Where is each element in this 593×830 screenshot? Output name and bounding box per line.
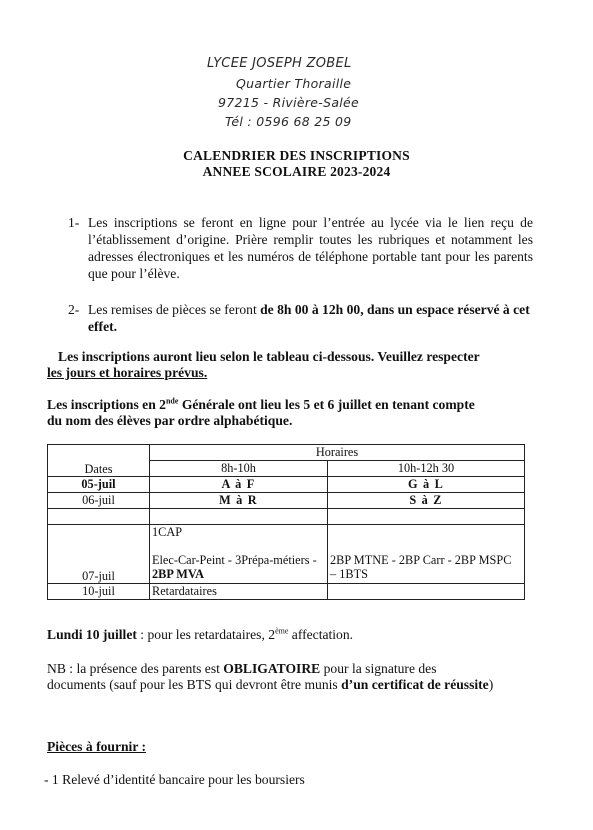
lundi-line: Lundi 10 juillet : pour les retardataires, 2ème affectation. — [47, 626, 354, 642]
slot2-cell: 2BP MTNE - 2BP Carr - 2BP MSPC – 1BTS — [328, 525, 525, 584]
pieces-heading: Pièces à fournir : — [47, 739, 147, 754]
seconde-line2: du nom des élèves par ordre alphabétique. — [47, 413, 293, 428]
table-row — [48, 525, 525, 584]
slot1-cell: Retardataires — [150, 584, 328, 600]
date-cell: 07-juil — [48, 525, 150, 584]
dates-header: Dates — [84, 462, 113, 476]
table-row-empty — [48, 509, 525, 525]
table-row — [48, 584, 525, 600]
slot2-cell: G à L — [328, 477, 525, 493]
slot1-cell: 1CAP Elec-Car-Peint - 3Prépa-métiers - 2BP MVA — [150, 525, 328, 584]
school-name: LYCEE JOSEPH ZOBEL — [207, 56, 352, 71]
horaires-header: Horaires — [150, 445, 525, 461]
item-1-text: Les inscriptions se feront en ligne pour l’entrée au lycée via le lien reçu de l’établissement d’origine. Prière remplir toutes les rubriques et notamment les adresses électroniques et les numéros de téléphone portable tant pour les parents que pour l’élève. — [88, 215, 533, 281]
school-city: 97215 - Rivière-Salée — [218, 95, 360, 110]
list-item: - 1 Relevé d’identité bancaire pour les boursiers — [44, 772, 305, 787]
school-phone: Tél : 0596 68 25 09 — [225, 114, 352, 129]
school-district: Quartier Thoraille — [236, 76, 352, 91]
slot1-cell: A à F — [150, 477, 328, 493]
item-2-text: Les remises de pièces se feront de 8h 00 à 12h 00, dans un espace réservé à cet effet. — [88, 302, 530, 334]
item-2-number: 2- — [68, 302, 80, 317]
schedule-table — [47, 444, 525, 600]
seconde-line1: Les inscriptions en 2nde Générale ont lieu les 5 et 6 juillet en tenant compte — [47, 396, 475, 412]
slot2-header: 10h-12h 30 — [328, 461, 525, 477]
date-cell: 05-juil — [48, 477, 150, 493]
table-row — [48, 493, 525, 509]
slot1-header: 8h-10h — [150, 461, 328, 477]
notice-line2: les jours et horaires prévus. — [47, 365, 208, 380]
slot1-cell: M à R — [150, 493, 328, 509]
nb-line2: documents (sauf pour les BTS qui devront être munis d’un certificat de réussite) — [47, 677, 494, 692]
date-cell: 06-juil — [48, 493, 150, 509]
slot2-cell: S à Z — [328, 493, 525, 509]
notice-line1: Les inscriptions auront lieu selon le tableau ci-dessous. Veuillez respecter — [58, 349, 480, 364]
page-subtitle: ANNEE SCOLAIRE 2023-2024 — [202, 164, 391, 179]
date-cell: 10-juil — [48, 584, 150, 600]
table-row — [48, 445, 525, 461]
page-title: CALENDRIER DES INSCRIPTIONS — [183, 148, 410, 163]
table-row — [48, 477, 525, 493]
item-1-number: 1- — [68, 215, 80, 230]
nb-line1: NB : la présence des parents est OBLIGATOIRE pour la signature des — [47, 661, 437, 676]
